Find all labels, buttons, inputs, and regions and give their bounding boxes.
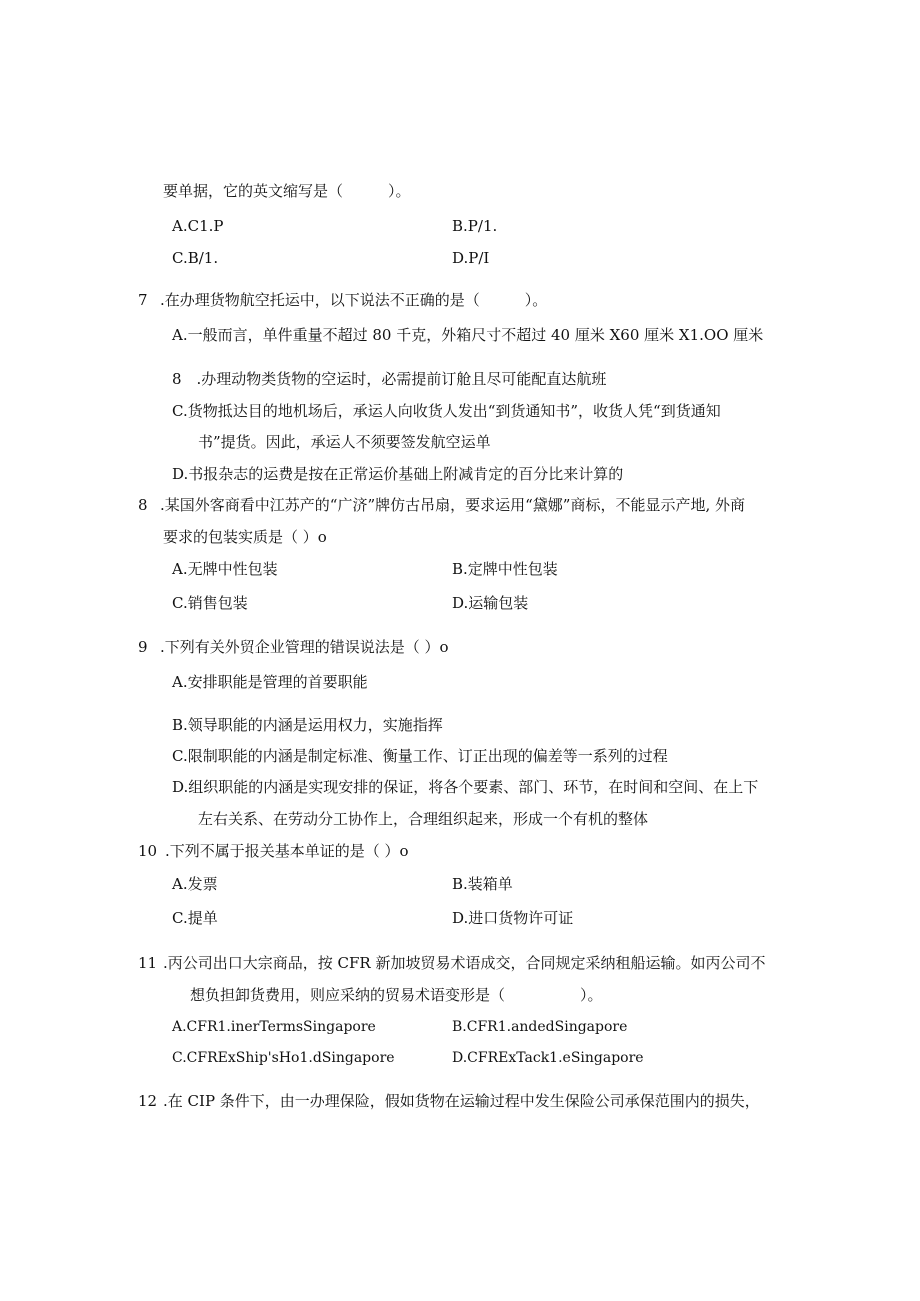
q7-option-c-line2: 书”提货。因此，承运人不须要签发航空运单: [198, 433, 491, 451]
q8-option-c: C.销售包装: [172, 594, 248, 612]
q11-option-c: C.CFRExShip'sHo1.dSingapore: [172, 1050, 395, 1066]
q6-continuation: 要单据，它的英文缩写是（ ）。: [163, 182, 411, 200]
q9-stem: .下列有关外贸企业管理的错误说法是（ ）o: [160, 638, 449, 656]
q9-option-a: A.安排职能是管理的首要职能: [172, 673, 368, 691]
q7-option-b: 8 .办理动物类货物的空运时，必需提前订舱且尽可能配直达航班: [172, 370, 607, 388]
q11-number: 11: [138, 954, 158, 972]
q12-number: 12: [138, 1092, 158, 1110]
q7-stem: .在办理货物航空托运中，以下说法不正确的是（ ）。: [160, 291, 548, 309]
q8-stem-line2: 要求的包装实质是（ ）o: [163, 528, 327, 546]
q8-stem-line1: .某国外客商看中江苏产的“广济”牌仿古吊扇，要求运用“黛娜”商标，不能显示产地, 外商: [160, 496, 745, 514]
q7-option-c-line1: C.货物抵达目的地机场后，承运人向收货人发出“到货通知书”，收货人凭“到货通知: [172, 402, 721, 420]
q9-option-d-line2: 左右关系、在劳动分工协作上，合理组织起来，形成一个有机的整体: [198, 810, 649, 828]
q6-option-b: B.P/1.: [452, 217, 498, 235]
q6-option-d: D.P/I: [452, 249, 490, 267]
q10-option-a: A.发票: [172, 875, 218, 893]
q8-option-d: D.运输包装: [452, 594, 529, 612]
q9-option-c: C.限制职能的内涵是制定标准、衡量工作、订正出现的偏差等一系列的过程: [172, 747, 668, 765]
q10-option-d: D.进口货物许可证: [452, 909, 574, 927]
q11-option-a: A.CFR1.inerTermsSingapore: [172, 1019, 376, 1035]
q9-option-b: B.领导职能的内涵是运用权力，实施指挥: [172, 716, 443, 734]
q9-option-d-line1: D.组织职能的内涵是实现安排的保证，将各个要素、部门、环节，在时间和空间、在上下: [172, 778, 759, 796]
q11-stem-line2: 想负担卸货费用，则应采纳的贸易术语变形是（ ）。: [190, 986, 603, 1004]
q7-option-a: A.一般而言，单件重量不超过 80 千克，外箱尺寸不超过 40 厘米 X60 厘米 X1.OO 厘米: [172, 326, 764, 344]
q6-option-a: A.C1.P: [172, 217, 224, 235]
q11-option-b: B.CFR1.andedSingapore: [452, 1019, 628, 1035]
q11-option-d: D.CFRExTack1.eSingapore: [452, 1050, 644, 1066]
q8-number: 8: [138, 496, 148, 514]
q6-option-c: C.B/1.: [172, 249, 219, 267]
q8-option-b: B.定牌中性包装: [452, 560, 558, 578]
q11-stem-line1: .丙公司出口大宗商品，按 CFR 新加坡贸易术语成交，合同规定采纳租船运输。如丙公司不: [163, 954, 766, 972]
q10-stem: .下列不属于报关基本单证的是（ ）o: [165, 842, 409, 860]
q8-option-a: A.无牌中性包装: [172, 560, 278, 578]
q9-number: 9: [138, 638, 148, 656]
q7-number: 7: [138, 291, 148, 309]
q12-stem: .在 CIP 条件下，由一办理保险，假如货物在运输过程中发生保险公司承保范围内的损失，: [163, 1092, 760, 1110]
q10-number: 10: [138, 842, 158, 860]
q10-option-c: C.提单: [172, 909, 218, 927]
q7-option-d: D.书报杂志的运费是按在正常运价基础上附减肯定的百分比来计算的: [172, 465, 624, 483]
q10-option-b: B.装箱单: [452, 875, 513, 893]
